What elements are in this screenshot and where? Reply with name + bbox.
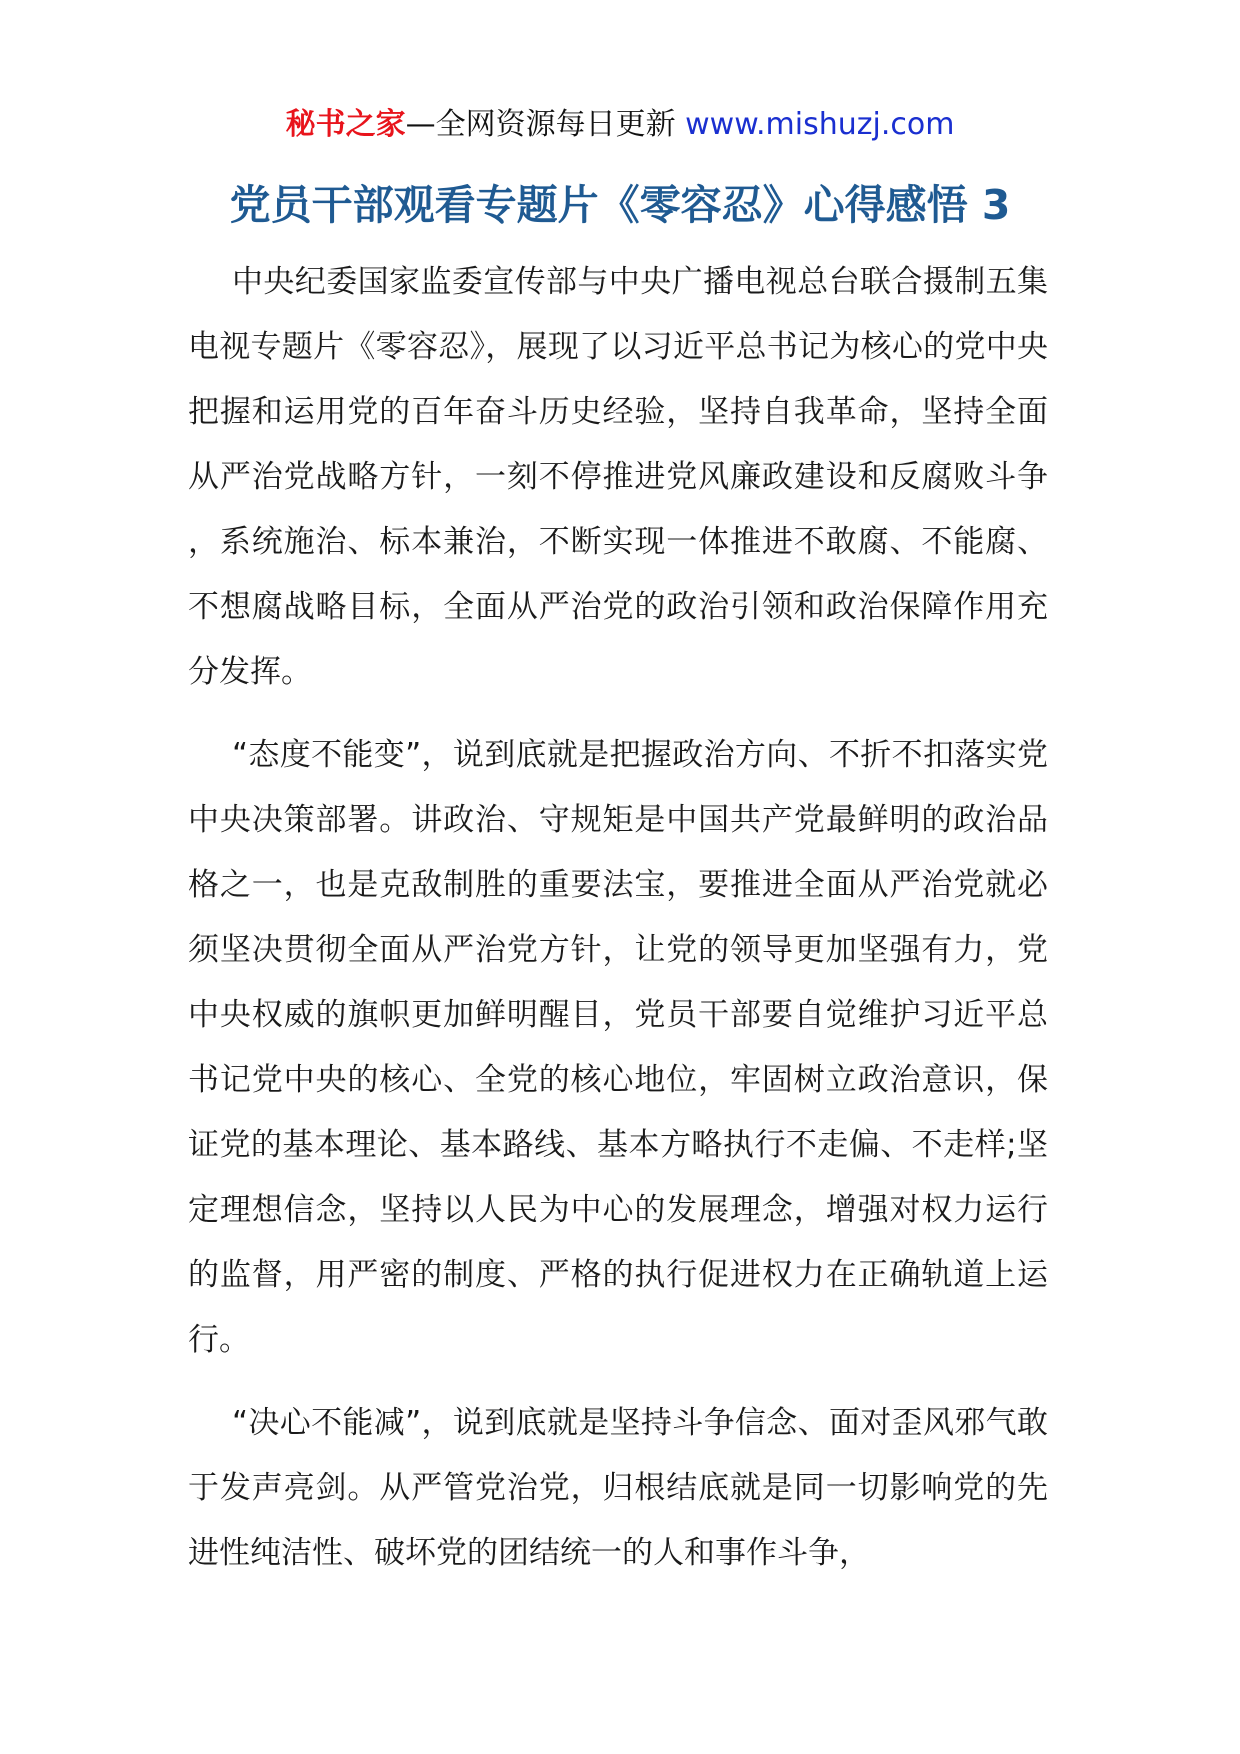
site-tagline: —全网资源每日更新 (405, 107, 676, 142)
paragraph-3: “决心不能减”，说到底就是坚持斗争信念、面对歪风邪气敢于发声亮剑。从严管党治党，归根结底就是同一切影响党的先进性纯洁性、破坏党的团结统一的人和事作斗争， (188, 1405, 1048, 1571)
paragraph-2: “态度不能变”，说到底就是把握政治方向、不折不扣落实党中央决策部署。讲政治、守规矩是中国共产党最鲜明的政治品格之一，也是克敌制胜的重要法宝，要推进全面从严治党就必须坚决贯彻全面从严治党方针，让党的领导更加坚强有力，党中央权威的旗帜更加鲜明醒目，党员干部要自觉维护习近平总书记党中央的核心、全党的核心地位，牢固树立政治意识，保证党的基本理论、基本路线、基本方略执行不走偏、不走样;坚定理想信念，坚持以人民为中心的发展理念，增强对权力运行的监督，用严密的制度、严格的执行促进权力在正确轨道上运行。 (188, 737, 1048, 1358)
site-brand: 秘书之家 (285, 107, 406, 142)
document-body (188, 250, 1048, 1604)
site-header (0, 100, 1240, 150)
paragraph-1: 中央纪委国家监委宣传部与中央广播电视总台联合摄制五集电视专题片《零容忍》，展现了以习近平总书记为核心的党中央把握和运用党的百年奋斗历史经验，坚持自我革命，坚持全面从严治党战略方针，一刻不停推进党风廉政建设和反腐败斗争，系统施治、标本兼治，不断实现一体推进不敢腐、不能腐、不想腐战略目标，全面从严治党的政治引领和政治保障作用充分发挥。 (188, 264, 1048, 690)
site-url-link[interactable]: www.mishuzj.com (685, 107, 955, 142)
document-title: 党员干部观看专题片《零容忍》心得感悟 3 (229, 181, 1011, 229)
